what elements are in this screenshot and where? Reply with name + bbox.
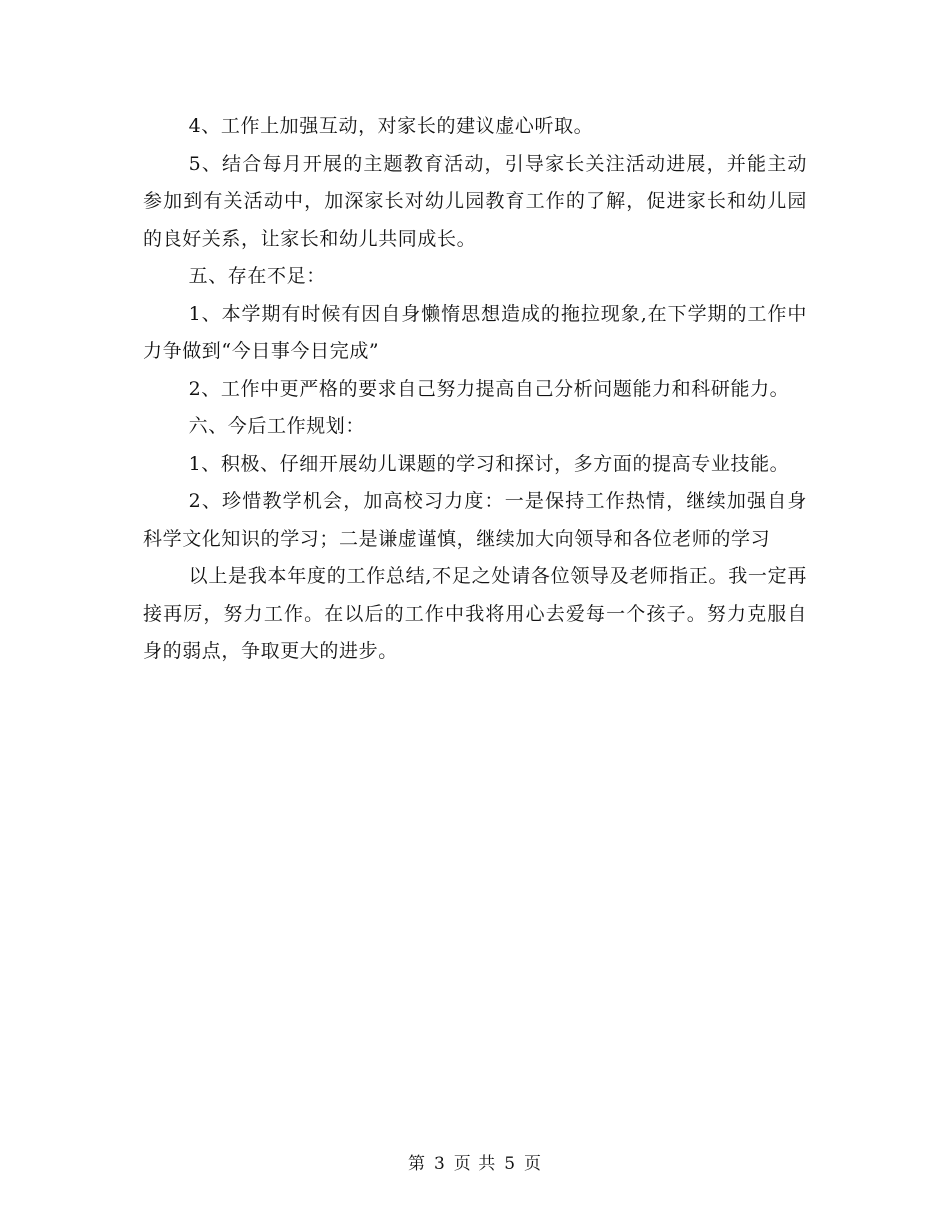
footer-suffix: 页 <box>524 1154 543 1174</box>
footer-current-page: 3 <box>433 1154 446 1174</box>
footer-total-pages: 5 <box>504 1154 517 1174</box>
paragraph-shortcoming-1: 1、本学期有时候有因自身懒惰思想造成的拖拉现象,在下学期的工作中力争做到“今日事今日完成” <box>143 302 807 362</box>
paragraph-item-5-theme-activities: 5、结合每月开展的主题教育活动，引导家长关注活动进展，并能主动参加到有关活动中，加深家长对幼儿园教育工作的了解，促进家长和幼儿园的良好关系，让家长和幼儿共同成长。 <box>143 152 807 250</box>
paragraph-shortcoming-2: 2、工作中更严格的要求自己努力提高自己分析问题能力和科研能力。 <box>188 377 790 400</box>
paragraph-conclusion: 以上是我本年度的工作总结,不足之处请各位领导及老师指正。我一定再接再厉，努力工作。在以后的工作中我将用心去爱每一个孩子。努力克服自身的弱点，争取更大的进步。 <box>143 565 807 662</box>
paragraph-plan-1: 1、积极、仔细开展幼儿课题的学习和探讨，多方面的提高专业技能。 <box>188 452 790 475</box>
paragraph-item-4-interaction: 4、工作上加强互动，对家长的建议虚心听取。 <box>188 115 594 137</box>
footer-middle: 页 共 <box>453 1154 497 1174</box>
paragraph-plan-2: 2、珍惜教学机会，加高校习力度：一是保持工作热情，继续加强自身科学文化知识的学习；二是谦虚谨慎，继续加大向领导和各位老师的学习 <box>143 490 807 550</box>
footer-prefix: 第 <box>407 1154 426 1174</box>
section-heading-future-plan: 六、今后工作规划： <box>188 415 365 437</box>
page-footer <box>0 1152 950 1176</box>
document-body <box>143 108 807 671</box>
section-heading-shortcomings: 五、存在不足： <box>188 265 326 287</box>
